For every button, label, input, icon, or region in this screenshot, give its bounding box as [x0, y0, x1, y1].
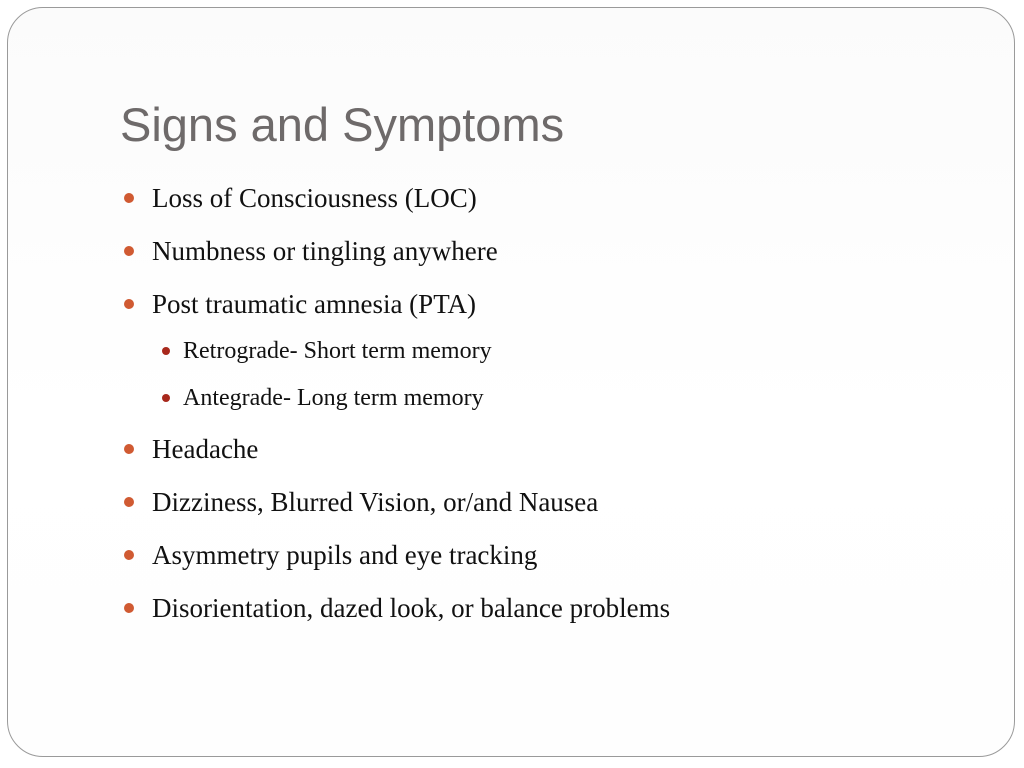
- bullet-dot-icon: [124, 603, 134, 613]
- bullet-item-dizziness: [152, 485, 598, 519]
- sub-bullet-dot-icon: [162, 394, 170, 402]
- bullet-text: Post traumatic amnesia (PTA): [152, 289, 477, 319]
- sub-bullet-text: Retrograde- Short term memory: [183, 338, 492, 364]
- sub-bullet-dot-icon: [162, 347, 170, 355]
- bullet-item-disorientation: [152, 591, 670, 625]
- bullet-dot-icon: [124, 299, 134, 309]
- bullet-dot-icon: [124, 444, 134, 454]
- sub-bullet-text: Antegrade- Long term memory: [183, 385, 484, 411]
- bullet-text: Numbness or tingling anywhere: [152, 236, 498, 266]
- bullet-dot-icon: [124, 497, 134, 507]
- bullet-dot-icon: [124, 193, 134, 203]
- bullet-text: Dizziness, Blurred Vision, or/and Nausea: [152, 487, 599, 517]
- sub-bullet-item-antegrade: [183, 383, 484, 413]
- sub-bullet-item-retrograde: [183, 336, 492, 366]
- slide-frame: [7, 7, 1015, 757]
- bullet-item-pta: [152, 287, 476, 321]
- bullet-item-headache: [152, 432, 258, 466]
- bullet-dot-icon: [124, 550, 134, 560]
- bullet-item-numbness: [152, 234, 498, 268]
- bullet-text: Asymmetry pupils and eye tracking: [152, 540, 538, 570]
- bullet-dot-icon: [124, 246, 134, 256]
- bullet-text: Loss of Consciousness (LOC): [152, 183, 477, 213]
- bullet-item-loc: [152, 181, 477, 215]
- bullet-text: Disorientation, dazed look, or balance problems: [152, 593, 671, 623]
- bullet-item-asymmetry: [152, 538, 537, 572]
- bullet-text: Headache: [152, 434, 259, 464]
- slide-title: Signs and Symptoms: [120, 98, 565, 151]
